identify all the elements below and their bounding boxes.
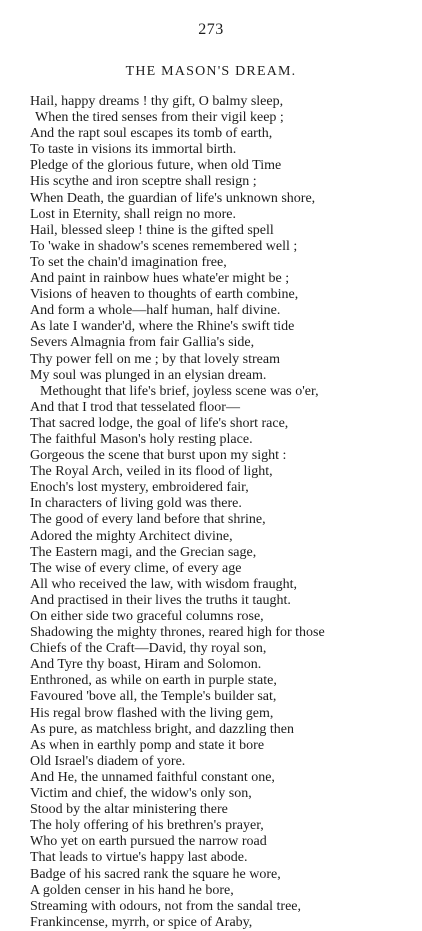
poem-line: On either side two graceful columns rose,	[30, 609, 264, 624]
poem-body	[30, 94, 418, 931]
poem-line: Hail, blessed sleep ! thine is the gifted spell	[30, 222, 274, 238]
poem-line: And form a whole—half human, half divine.	[30, 303, 281, 319]
poem-line: Who yet on earth pursued the narrow road	[30, 834, 267, 850]
poem-title: THE MASON'S DREAM.	[125, 64, 297, 79]
poem-line: The good of every land before that shrine,	[30, 512, 266, 528]
poem-line: As when in earthly pomp and state it bore	[30, 737, 265, 753]
poem-line: Enthroned, as while on earth in purple state,	[30, 673, 277, 689]
poem-line: His scythe and iron sceptre shall resign ;	[30, 174, 257, 190]
poem-line: When the tired senses from their vigil keep ;	[35, 110, 284, 126]
poem-line: And paint in rainbow hues whate'er might be ;	[30, 271, 290, 287]
poem-line: Frankincense, myrrh, or spice of Araby,	[30, 914, 253, 930]
page-number: 273	[198, 21, 224, 38]
poem-line: And the rapt soul escapes its tomb of earth,	[30, 126, 273, 142]
poem-line: As pure, as matchless bright, and dazzling then	[30, 721, 294, 737]
poem-line: Old Israel's diadem of yore.	[30, 753, 186, 769]
poem-line: Chiefs of the Craft—David, thy royal son,	[30, 641, 267, 657]
poem-line: Gorgeous the scene that burst upon my sight :	[30, 448, 287, 464]
poem-line: Thy power fell on me ; by that lovely stream	[30, 351, 280, 367]
poem-line: Favoured 'bove all, the Temple's builder sat,	[30, 689, 277, 705]
poem-line: The faithful Mason's holy resting place.	[30, 431, 253, 447]
poem-line: When Death, the guardian of life's unknown shore,	[30, 190, 316, 206]
poem-line: My soul was plunged in an elysian dream.	[30, 367, 267, 383]
poem-line: A golden censer in his hand he bore,	[30, 882, 234, 898]
poem-line: And practised in their lives the truths it taught.	[30, 592, 291, 608]
poem-line: Lost in Eternity, shall reign no more.	[30, 206, 236, 222]
poem-line: And that I trod that tesselated floor—	[30, 399, 240, 415]
poem-line: To 'wake in shadow's scenes remembered well ;	[30, 238, 298, 254]
poem-line: Visions of heaven to thoughts of earth combine,	[30, 287, 299, 303]
poem-line: And He, the unnamed faithful constant one,	[30, 769, 275, 785]
poem-line: To set the chain'd imagination free,	[30, 254, 227, 270]
poem-line: And Tyre thy boast, Hiram and Solomon.	[30, 657, 262, 673]
poem-line: Adored the mighty Architect divine,	[30, 528, 233, 544]
poem-line: Shadowing the mighty thrones, reared high for those	[30, 625, 325, 641]
poem-line: Stood by the altar ministering there	[30, 802, 228, 818]
poem-line: Methought that life's brief, joyless scene was o'er,	[40, 383, 319, 399]
poem-line: The holy offering of his brethren's prayer,	[30, 818, 264, 834]
poem-line: The Eastern magi, and the Grecian sage,	[30, 544, 257, 560]
poem-line: As late I wander'd, where the Rhine's swift tide	[30, 319, 295, 335]
poem-line: All who received the law, with wisdom fraught,	[30, 576, 297, 592]
poem-line: Severs Almagnia from fair Gallia's side,	[30, 335, 255, 351]
poem-line: The wise of every clime, of every age	[30, 560, 242, 576]
poem-line: Hail, happy dreams ! thy gift, O balmy sleep,	[30, 94, 284, 109]
poem-line: His regal brow flashed with the living gem,	[30, 705, 274, 721]
poem-line: To taste in visions its immortal birth.	[30, 142, 237, 158]
poem-line: That sacred lodge, the goal of life's short race,	[30, 415, 289, 431]
poem-line: Enoch's lost mystery, embroidered fair,	[30, 480, 249, 496]
poem-line: The Royal Arch, veiled in its flood of light,	[30, 464, 273, 480]
poem-line: In characters of living gold was there.	[30, 496, 242, 512]
poem-line: Streaming with odours, not from the sandal tree,	[30, 898, 301, 914]
poem-line: Victim and chief, the widow's only son,	[30, 786, 252, 802]
poem-line: That leads to virtue's happy last abode.	[30, 850, 248, 866]
poem-line: Pledge of the glorious future, when old Time	[30, 158, 282, 174]
poem-line: Badge of his sacred rank the square he wore,	[30, 866, 281, 882]
